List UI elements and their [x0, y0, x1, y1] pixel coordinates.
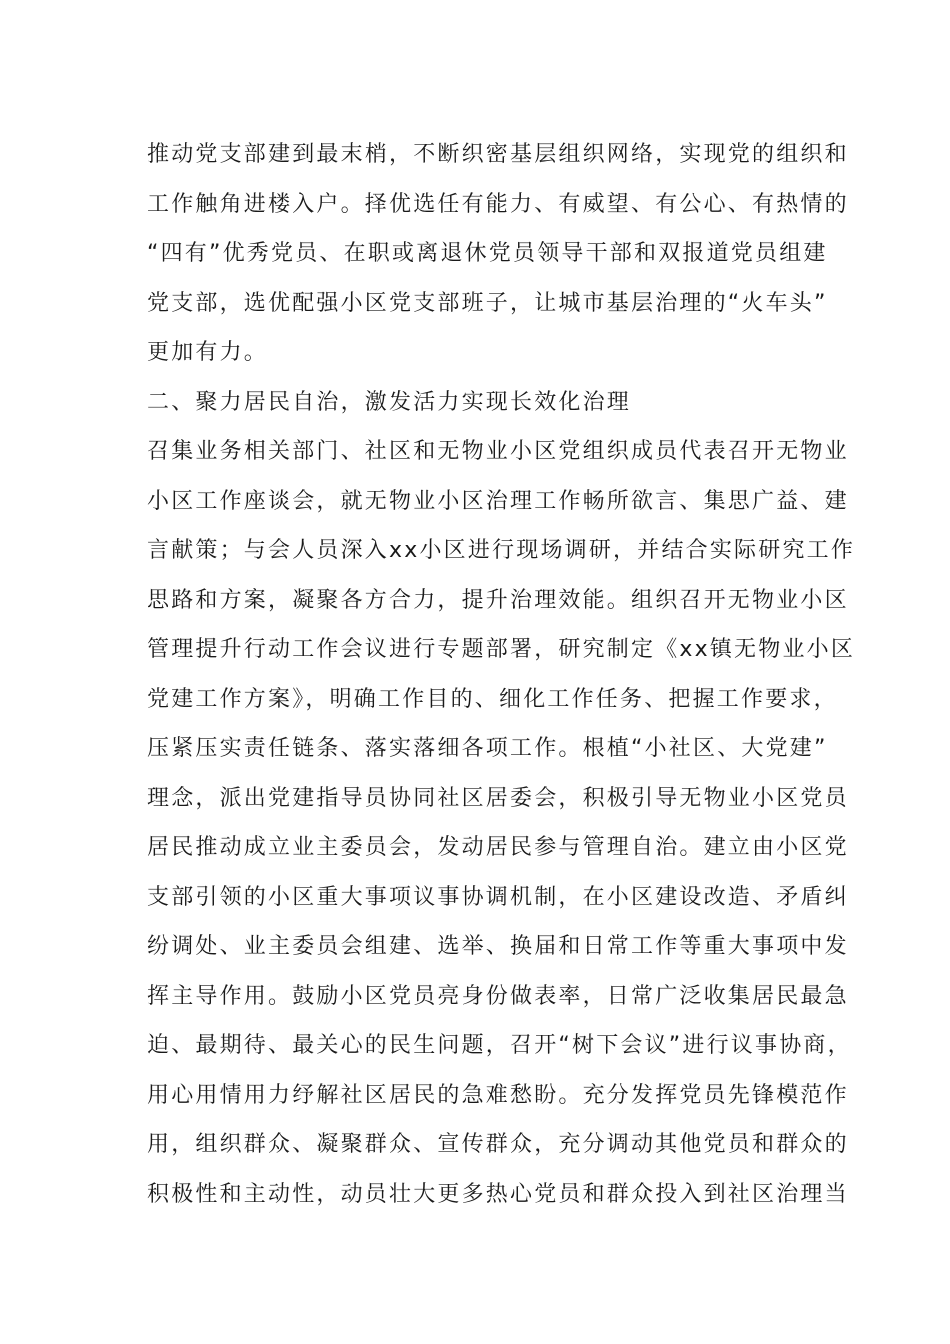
paragraph-line: 党支部，选优配强小区党支部班子，让城市基层治理的“火车头” — [147, 290, 828, 316]
paragraph-line: 推动党支部建到最末梢，不断织密基层组织网络，实现党的组织和 — [147, 142, 849, 167]
paragraph-line: 工作触角进楼入户。择优选任有能力、有威望、有公心、有热情的 — [147, 191, 849, 217]
paragraph-line: 理念，派出党建指导员协同社区居委会，积极引导无物业小区党员 — [147, 785, 849, 811]
paragraph-line: 更加有力。 — [147, 340, 269, 365]
paragraph-line: 挥主导作用。鼓励小区党员亮身份做表率，日常广泛收集居民最急 — [147, 983, 849, 1009]
paragraph-line: 小区工作座谈会，就无物业小区治理工作畅所欲言、集思广益、建 — [147, 488, 849, 514]
paragraph-line: 支部引领的小区重大事项议事协调机制，在小区建设改造、矛盾纠 — [147, 884, 849, 910]
paragraph-line: “四有”优秀党员、在职或离退休党员领导干部和双报道党员组建 — [147, 241, 828, 266]
paragraph-line: 管理提升行动工作会议进行专题部署，研究制定《xx镇无物业小区 — [147, 637, 856, 662]
paragraph-line: 压紧压实责任链条、落实落细各项工作。根植“小社区、大党建” — [147, 736, 828, 761]
paragraph-line: 召集业务相关部门、社区和无物业小区党组织成员代表召开无物业 — [147, 439, 849, 464]
document-body — [147, 130, 856, 1219]
paragraph-line: 积极性和主动性，动员壮大更多热心党员和群众投入到社区治理当 — [147, 1181, 849, 1207]
paragraph-line: 用，组织群众、凝聚群众、宣传群众，充分调动其他党员和群众的 — [147, 1132, 849, 1157]
paragraph-line: 言献策；与会人员深入xx小区进行现场调研，并结合实际研究工作 — [147, 538, 856, 563]
paragraph-line: 居民推动成立业主委员会，发动居民参与管理自治。建立由小区党 — [147, 835, 849, 860]
paragraph-line: 党建工作方案》，明确工作目的、细化工作任务、把握工作要求， — [147, 686, 838, 712]
paragraph-line: 思路和方案，凝聚各方合力，提升治理效能。组织召开无物业小区 — [147, 587, 849, 613]
paragraph-line: 迫、最期待、最关心的民生问题，召开“树下会议”进行议事协商， — [147, 1033, 852, 1058]
paragraph-line: 纷调处、业主委员会组建、选举、换届和日常工作等重大事项中发 — [147, 934, 849, 959]
section-heading: 二、聚力居民自治，激发活力实现长效化治理 — [147, 389, 632, 415]
paragraph-line: 用心用情用力纾解社区居民的急难愁盼。充分发挥党员先锋模范作 — [147, 1082, 849, 1108]
